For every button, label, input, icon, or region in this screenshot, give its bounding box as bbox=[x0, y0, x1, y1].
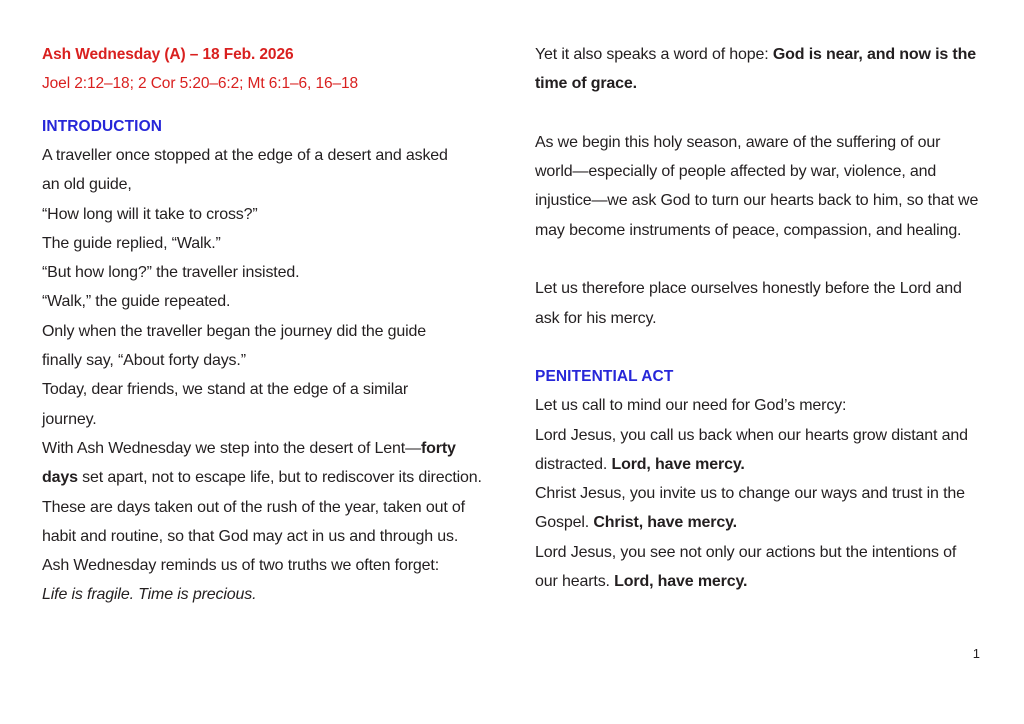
spacer bbox=[535, 245, 982, 274]
mercy-paragraph: Let us therefore place ourselves honestly before the Lord and ask for his mercy. bbox=[535, 280, 962, 327]
page-number: 1 bbox=[972, 646, 980, 661]
story-line: finally say, “About forty days.” bbox=[42, 352, 246, 370]
scripture-readings: Joel 2:12–18; 2 Cor 5:20–6:2; Mt 6:1–6, 16–18 bbox=[42, 75, 359, 92]
story-line: journey. bbox=[42, 410, 97, 428]
left-column bbox=[42, 40, 489, 610]
story-line: an old guide, bbox=[42, 176, 132, 194]
penitential-intro-line: Let us call to mind our need for God’s mercy: bbox=[535, 397, 847, 415]
kyrie-response: Christ, have mercy. bbox=[593, 514, 737, 532]
two-truths-italic-line: Life is fragile. Time is precious. bbox=[42, 586, 257, 604]
kyrie-response: Lord, have mercy. bbox=[614, 573, 748, 591]
kyrie-invocation bbox=[535, 538, 982, 597]
section-heading-penitential-act: PENITENTIAL ACT bbox=[535, 368, 674, 386]
right-column bbox=[535, 40, 982, 610]
two-truths-line: Ash Wednesday reminds us of two truths we often forget: bbox=[42, 557, 439, 575]
kyrie-invocation-text: Christ Jesus, you invite us to change our ways and trust in the Gospel. bbox=[535, 485, 965, 532]
story-line: The guide replied, “Walk.” bbox=[42, 234, 221, 252]
kyrie-invocation-text: Lord Jesus, you see not only our actions but the intentions of our hearts. bbox=[535, 543, 957, 591]
spacer bbox=[535, 99, 982, 128]
story-line: “Walk,” the guide repeated. bbox=[42, 293, 231, 311]
story-line: Only when the traveller began the journey did the guide bbox=[42, 322, 427, 340]
section-heading-introduction: INTRODUCTION bbox=[42, 118, 163, 135]
hope-paragraph-emphasis: God is near, and now is the time of grace. bbox=[535, 46, 976, 93]
two-column-layout bbox=[42, 40, 982, 610]
hope-paragraph-text: Yet it also speaks a word of hope: bbox=[535, 46, 773, 63]
story-line: A traveller once stopped at the edge of a desert and asked bbox=[42, 147, 448, 164]
lent-paragraph-text-before: With Ash Wednesday we step into the desert of Lent— bbox=[42, 439, 421, 457]
lent-paragraph-emphasis: forty days bbox=[42, 439, 456, 487]
lent-paragraph bbox=[42, 434, 489, 551]
season-paragraph: As we begin this holy season, aware of the suffering of our world—especially of people affected by war, violence, and injustice—we ask God to turn our hearts back to him, so that we may become instruments of peace, compassion, and healing. bbox=[535, 133, 979, 239]
lent-paragraph-text-after: set apart, not to escape life, but to rediscover its direction. These are days taken out of the rush of the year, taken out of habit and routine, so that God may act in us and through us. bbox=[42, 469, 482, 545]
story-line: Today, dear friends, we stand at the edge of a similar bbox=[42, 381, 409, 399]
kyrie-invocation bbox=[535, 421, 982, 480]
hope-paragraph bbox=[535, 40, 982, 99]
kyrie-invocation bbox=[535, 479, 982, 538]
story-line: “How long will it take to cross?” bbox=[42, 205, 258, 223]
kyrie-invocation-text: Lord Jesus, you call us back when our hearts grow distant and distracted. bbox=[535, 426, 968, 473]
spacer bbox=[535, 333, 982, 362]
kyrie-response: Lord, have mercy. bbox=[611, 455, 745, 473]
spacer bbox=[42, 98, 489, 112]
document-title: Ash Wednesday (A) – 18 Feb. 2026 bbox=[42, 46, 294, 63]
story-line: “But how long?” the traveller insisted. bbox=[42, 264, 300, 282]
